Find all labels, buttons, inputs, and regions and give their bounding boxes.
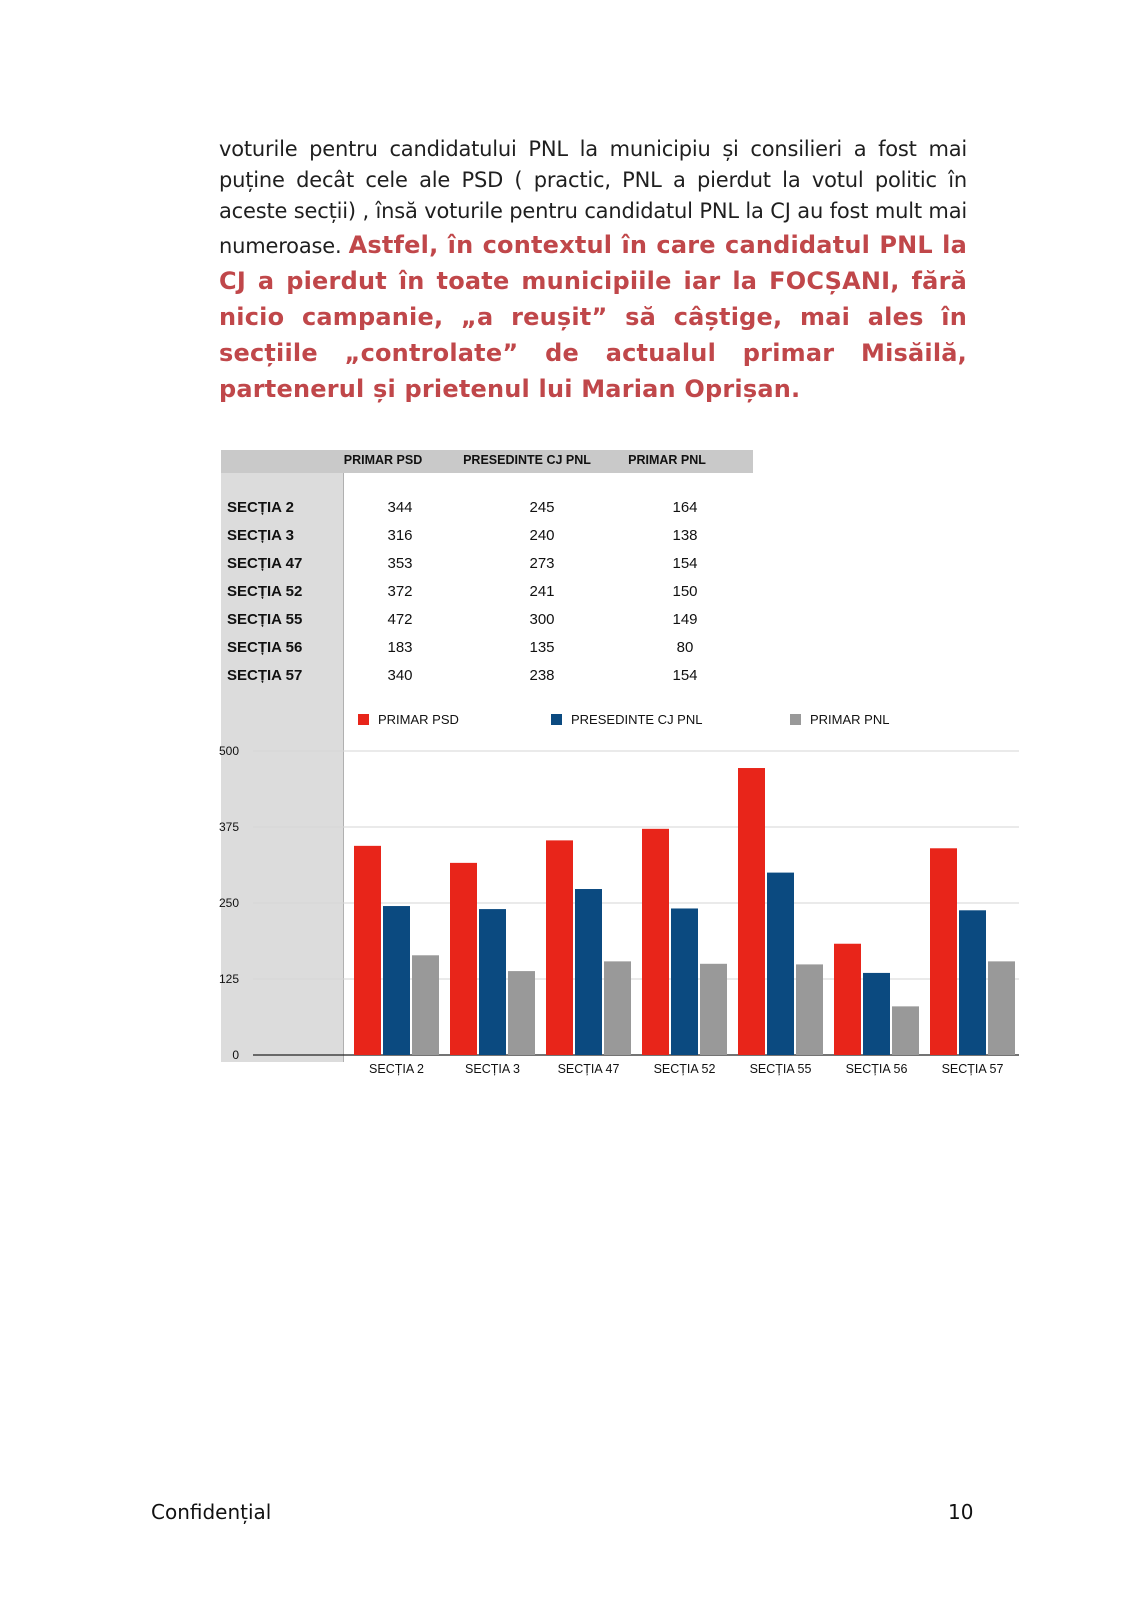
table-cell: 340	[387, 667, 413, 684]
bar-presedinte-cj-pnl	[767, 873, 794, 1055]
body-paragraph	[219, 134, 967, 407]
bar-primar-psd	[546, 840, 573, 1055]
bar-presedinte-cj-pnl	[671, 908, 698, 1055]
table-cell: 240	[529, 527, 555, 544]
table-cell: 149	[672, 611, 698, 628]
table-cell: 245	[529, 499, 555, 516]
bar-primar-pnl	[796, 964, 823, 1055]
y-tick-label: 375	[218, 820, 239, 834]
bar-primar-psd	[834, 944, 861, 1055]
table-cell: 300	[529, 611, 555, 628]
bar-primar-psd	[930, 848, 957, 1055]
legend-label: PRIMAR PNL	[810, 712, 890, 727]
legend-label: PRESEDINTE CJ PNL	[571, 712, 703, 727]
x-tick-label: SECȚIA 3	[465, 1062, 520, 1076]
table-cell: 135	[529, 639, 555, 656]
table-row-label: SECȚIA 52	[227, 583, 303, 600]
bar-presedinte-cj-pnl	[575, 889, 602, 1055]
bar-chart	[218, 450, 1041, 1100]
table-cell: 316	[387, 527, 413, 544]
x-tick-label: SECȚIA 56	[845, 1062, 908, 1076]
bar-presedinte-cj-pnl	[479, 909, 506, 1055]
bar-primar-pnl	[604, 961, 631, 1055]
table-cell: 241	[529, 583, 555, 600]
legend-label: PRIMAR PSD	[378, 712, 459, 727]
x-tick-label: SECȚIA 52	[653, 1062, 716, 1076]
table-row-label: SECȚIA 55	[227, 611, 303, 628]
paragraph-lead-text: voturile pentru candidatului PNL la municipiu și consilieri a fost mai puține decât cele ale PSD ( practic, PNL a pierdut la votul politic în aceste secții) , însă voturile pentru candidatul PNL la CJ au fost mult mai numeroase.	[219, 137, 967, 258]
table-header-presedinte-cj-pnl: PRESEDINTE CJ PNL	[463, 453, 591, 467]
bar-presedinte-cj-pnl	[383, 906, 410, 1055]
bar-primar-psd	[738, 768, 765, 1055]
y-tick-label: 125	[218, 972, 239, 986]
table-cell: 183	[387, 639, 413, 656]
table-row-label: SECȚIA 2	[227, 499, 294, 516]
x-tick-label: SECȚIA 55	[749, 1062, 812, 1076]
table-cell: 344	[387, 499, 413, 516]
table-cell: 150	[672, 583, 698, 600]
table-header-primar-psd: PRIMAR PSD	[343, 453, 423, 467]
bar-primar-psd	[354, 846, 381, 1055]
table-cell: 154	[672, 555, 698, 572]
y-tick-label: 0	[232, 1048, 239, 1062]
bar-primar-pnl	[892, 1006, 919, 1055]
table-header-primar-pnl: PRIMAR PNL	[628, 453, 706, 467]
table-cell: 353	[387, 555, 413, 572]
table-cell: 164	[672, 499, 698, 516]
bar-primar-pnl	[508, 971, 535, 1055]
table-row-label: SECȚIA 57	[227, 667, 303, 684]
table-cell: 80	[676, 639, 694, 656]
x-tick-label: SECȚIA 57	[941, 1062, 1004, 1076]
table-row-label: SECȚIA 56	[227, 639, 303, 656]
table-cell: 154	[672, 667, 698, 684]
bar-primar-psd	[450, 863, 477, 1055]
paragraph-emphasis-text: Astfel, în contextul în care candidatul PNL la CJ a pierdut în toate municipiile iar la FOCȘANI, fără nicio campanie, „a reușit” să câștige, mai ales în secțiile „controlate” de actualul primar Misăilă, partenerul și prietenul lui Marian Oprișan.	[219, 231, 967, 403]
table-cell: 138	[672, 527, 698, 544]
table-row-label: SECȚIA 3	[227, 527, 294, 544]
table-cell: 472	[387, 611, 413, 628]
y-tick-label: 250	[218, 896, 239, 910]
bar-primar-pnl	[412, 955, 439, 1055]
table-cell: 372	[387, 583, 413, 600]
page-number: 10	[948, 1500, 974, 1524]
bar-primar-psd	[642, 829, 669, 1055]
table-cell: 273	[529, 555, 555, 572]
x-tick-label: SECȚIA 47	[557, 1062, 620, 1076]
bar-primar-pnl	[988, 961, 1015, 1055]
bar-presedinte-cj-pnl	[959, 910, 986, 1055]
table-cell: 238	[529, 667, 555, 684]
bar-presedinte-cj-pnl	[863, 973, 890, 1055]
votes-table-and-chart	[218, 450, 1041, 1100]
x-tick-label: SECȚIA 2	[369, 1062, 424, 1076]
y-tick-label: 500	[218, 744, 239, 758]
footer-confidential: Confidențial	[151, 1500, 272, 1524]
table-row-label: SECȚIA 47	[227, 555, 303, 572]
bar-primar-pnl	[700, 964, 727, 1055]
